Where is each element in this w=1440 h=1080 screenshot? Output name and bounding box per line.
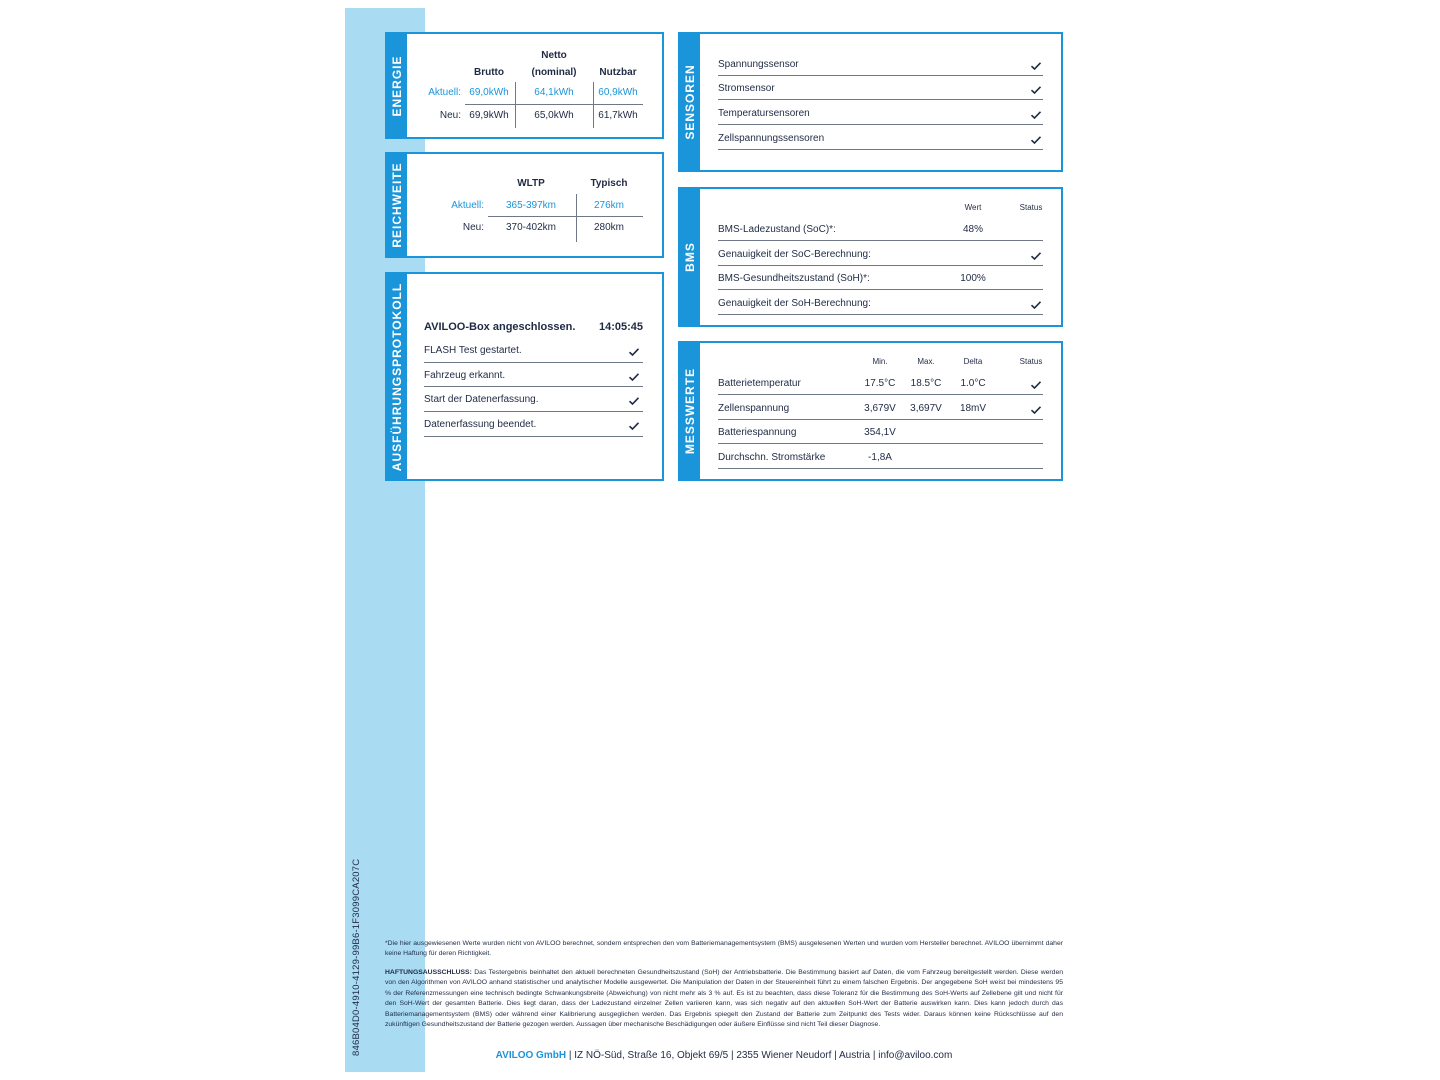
check-icon (1030, 300, 1042, 310)
bms-divider-1 (718, 240, 1043, 241)
document-id: 846B04D0-4910-4129-99B6-1F3099CA207C (351, 858, 362, 1056)
reichweite-side-tab: REICHWEITE (387, 154, 407, 256)
energie-neu-netto: 65,0kWh (534, 110, 574, 121)
check-icon (628, 347, 640, 357)
sensoren-card (678, 32, 1063, 172)
reichweite-aktuell-label: Aktuell: (451, 200, 484, 211)
protokoll-divider-4 (424, 436, 643, 437)
energie-aktuell-netto: 64,1kWh (534, 87, 574, 98)
disclaimer-text: Das Testergebnis beinhaltet den aktuell berechneten Gesundheitszustand (SoH) der Antriebsbatterie. Die Bestimmung basiert auf Daten, die vom Fahrzeug bereitgestellt werden. Diese werden von den Algorithmen von AVILOO anhand statistischer und analytischer Modelle ausgewertet. Die Manipulation der Daten in der Steuereinheit führt zu einem falschen Ergebnis. Der angegebene SoH weist bei mindestens 95 % der Referenzmessungen eine technisch bedingte Schwankungsbreite (Abweichung) von nicht mehr als 3 % auf. Es ist zu beachten, dass diese Toleranz für die Bestimmung des SoH-Werts auf Zellebene gilt und nicht für den SoH-Wert der gesamten Batterie. Dies liegt daran, dass der Ladezustand einzelner Zellen variieren kann, was sich negativ auf den aktuellen SoH-Wert der Batterie auswirken kann. Dies kann jedoch durch das Batteriemanagementsystem (BMS) oder während einer Kalibrierung ausgeglichen werden. Das Ergebnis spiegelt den Zustand der Batterie zum Zeitpunkt des Tests wider. Daraus können keine Rückschlüsse auf den zukünftigen Gesundheitszustand der Batterie gezogen werden. Aussagen über mechanische Beschädigungen oder äußere Einflüsse sind nicht Teil dieser Diagnose. (385, 969, 1063, 1029)
protokoll-divider-3 (424, 411, 643, 412)
report-page (345, 8, 1067, 1072)
sensoren-divider-3 (718, 124, 1043, 125)
reichweite-neu-typisch: 280km (593, 222, 625, 233)
bms-card (678, 187, 1063, 327)
reichweite-neu-label: Neu: (462, 222, 484, 233)
bms-row-wert: 48% (962, 224, 984, 235)
check-icon (1030, 110, 1042, 120)
energie-col-nutzbar: Nutzbar (599, 67, 637, 78)
energie-aktuell-nutzbar: 60,9kWh (598, 87, 638, 98)
messwerte-row-delta: 1.0°C (960, 378, 986, 389)
check-icon (628, 421, 640, 431)
footer-brand: AVILOO GmbH (495, 1050, 567, 1061)
protokoll-headline: AVILOO-Box angeschlossen. (424, 321, 576, 333)
sensor-item: Stromsensor (718, 83, 775, 94)
messwerte-side-tab: MESSWERTE (680, 343, 700, 479)
messwerte-col-max: Max. (917, 357, 935, 366)
bms-col-wert: Wert (964, 203, 982, 212)
reichweite-col-wltp: WLTP (517, 178, 545, 189)
messwerte-row-min: 3,679V (864, 403, 896, 414)
check-icon (1030, 405, 1042, 415)
protokoll-step-2: Fahrzeug erkannt. (424, 370, 506, 381)
energie-aktuell-label: Aktuell: (428, 87, 461, 98)
messwerte-divider-4 (718, 468, 1043, 469)
bms-side-tab: BMS (680, 189, 700, 325)
energie-vline-2 (593, 82, 594, 128)
check-icon (628, 396, 640, 406)
check-icon (628, 372, 640, 382)
energie-divider (465, 104, 643, 105)
sensor-item: Zellspannungssensoren (718, 133, 825, 144)
messwerte-row-label: Zellenspannung (718, 403, 790, 414)
check-icon (1030, 380, 1042, 390)
bms-divider-3 (718, 289, 1043, 290)
bms-row-wert: 100% (960, 273, 986, 284)
check-icon (1030, 61, 1042, 71)
footnote: *Die hier ausgewiesenen Werte wurden nicht von AVILOO berechnet, sondern entsprechen den vom Batteriemanagementsystem (BMS) ausgelesenen Werten und wurden vom Hersteller berechnet. AVILOO übernimmt daher keine Haftung für deren Richtigkeit. (385, 940, 1063, 958)
bms-divider-2 (718, 265, 1043, 266)
energie-neu-brutto: 69,9kWh (469, 110, 509, 121)
messwerte-row-max: 18.5°C (910, 378, 942, 389)
footer (385, 1050, 1063, 1061)
sensoren-divider-4 (718, 149, 1043, 150)
bms-row-label: Genauigkeit der SoC-Berechnung: (718, 249, 871, 260)
check-icon (1030, 135, 1042, 145)
energie-card (385, 32, 664, 139)
messwerte-row-min: 354,1V (864, 427, 896, 438)
energie-neu-label: Neu: (439, 110, 461, 121)
reichweite-col-typisch: Typisch (590, 178, 628, 189)
energie-col-netto-sub: (nominal) (531, 67, 577, 78)
messwerte-row-label: Batterietemperatur (718, 378, 801, 389)
messwerte-card (678, 341, 1063, 481)
sensor-item: Spannungssensor (718, 59, 799, 70)
sensoren-divider-1 (718, 75, 1043, 76)
bms-row-label: Genauigkeit der SoH-Berechnung: (718, 298, 871, 309)
messwerte-divider-2 (718, 419, 1043, 420)
messwerte-row-label: Batteriespannung (718, 427, 797, 438)
reichweite-vline (576, 194, 577, 242)
protokoll-side-tab: AUSFÜHRUNGSPROTOKOLL (387, 274, 407, 479)
sensor-item: Temperatursensoren (718, 108, 810, 119)
disclaimer-title: HAFTUNGSAUSSCHLUSS: (385, 969, 472, 976)
messwerte-row-delta: 18mV (959, 403, 987, 414)
protokoll-step-1: FLASH Test gestartet. (424, 345, 522, 356)
sensoren-side-tab: SENSOREN (680, 34, 700, 170)
messwerte-row-min: 17.5°C (864, 378, 896, 389)
energie-side-tab: ENERGIE (387, 34, 407, 137)
sensoren-divider-2 (718, 99, 1043, 100)
protokoll-card (385, 272, 664, 481)
check-icon (1030, 251, 1042, 261)
protokoll-step-4: Datenerfassung beendet. (424, 419, 537, 430)
messwerte-row-max: 3,697V (910, 403, 942, 414)
bms-col-status: Status (1019, 203, 1043, 212)
messwerte-row-label: Durchschn. Stromstärke (718, 452, 826, 463)
reichweite-neu-wltp: 370-402km (505, 222, 557, 233)
footer-address: | IZ NÖ-Süd, Straße 16, Objekt 69/5 | 2355 Wiener Neudorf | Austria | info@aviloo.com (568, 1050, 953, 1061)
energie-aktuell-brutto: 69,0kWh (469, 87, 509, 98)
reichweite-divider (488, 216, 643, 217)
messwerte-row-min: -1,8A (868, 452, 892, 463)
protokoll-divider-2 (424, 386, 643, 387)
disclaimer (385, 968, 1063, 1030)
protokoll-step-3: Start der Datenerfassung. (424, 394, 539, 405)
bms-row-label: BMS-Gesundheitszustand (SoH)*: (718, 273, 870, 284)
bms-row-label: BMS-Ladezustand (SoC)*: (718, 224, 836, 235)
messwerte-col-min: Min. (872, 357, 888, 366)
protokoll-divider-1 (424, 362, 643, 363)
reichweite-card (385, 152, 664, 258)
messwerte-divider-3 (718, 443, 1043, 444)
energie-neu-nutzbar: 61,7kWh (598, 110, 638, 121)
messwerte-col-status: Status (1019, 357, 1043, 366)
bms-divider-4 (718, 314, 1043, 315)
energie-col-netto: Netto (541, 50, 567, 61)
energie-vline-1 (515, 82, 516, 128)
reichweite-aktuell-typisch: 276km (593, 200, 625, 211)
protokoll-time: 14:05:45 (598, 321, 643, 333)
reichweite-aktuell-wltp: 365-397km (505, 200, 557, 211)
messwerte-col-delta: Delta (963, 357, 983, 366)
messwerte-divider-1 (718, 394, 1043, 395)
check-icon (1030, 85, 1042, 95)
energie-col-brutto: Brutto (474, 67, 504, 78)
